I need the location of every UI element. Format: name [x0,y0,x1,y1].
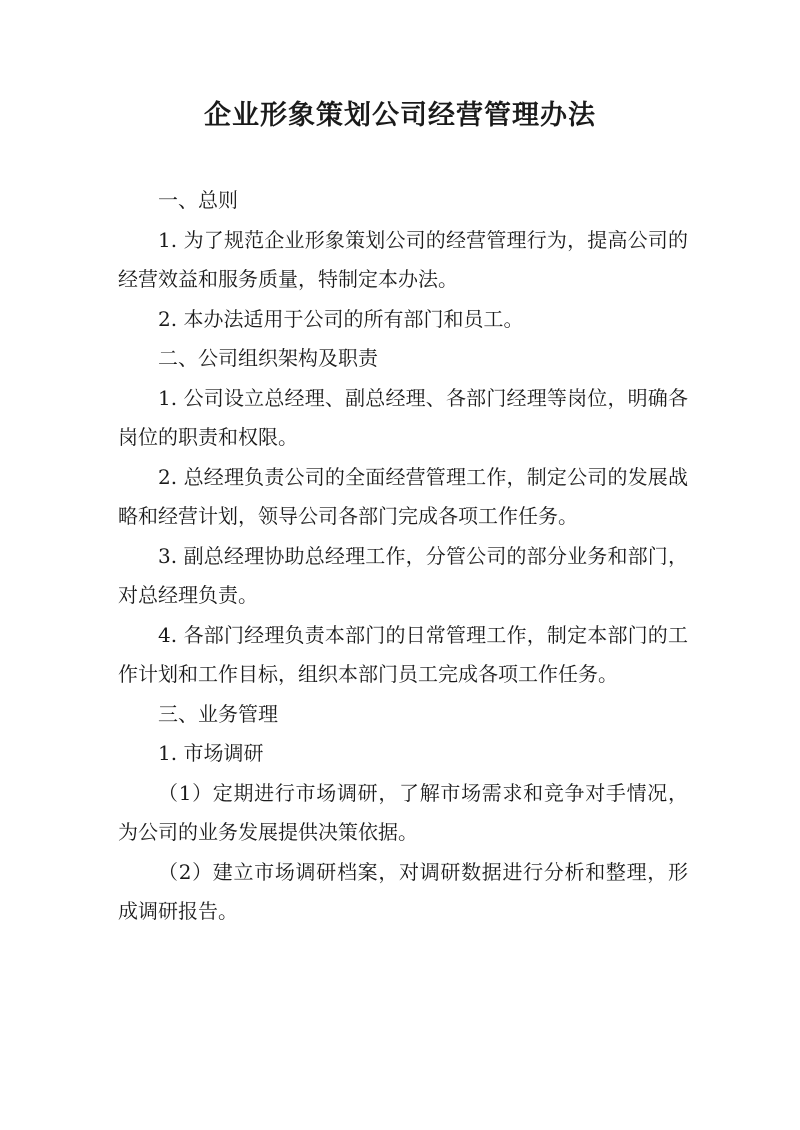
paragraph: 2. 总经理负责公司的全面经营管理工作，制定公司的发展战略和经营计划，领导公司各部门完成各项工作任务。 [118,464,688,528]
document-body [118,181,688,932]
paragraph: 1. 公司设立总经理、副总经理、各部门经理等岗位，明确各岗位的职责和权限。 [118,385,688,449]
paragraph: （1）定期进行市场调研，了解市场需求和竞争对手情况，为公司的业务发展提供决策依据。 [118,780,688,844]
paragraph: 4. 各部门经理负责本部门的日常管理工作，制定本部门的工作计划和工作目标，组织本部门员工完成各项工作任务。 [118,622,688,686]
section-heading-organization: 二、公司组织架构及职责 [158,346,378,370]
document-title: 企业形象策划公司经营管理办法 [204,100,596,131]
paragraph: 2. 本办法适用于公司的所有部门和员工。 [158,306,524,331]
paragraph: 1. 为了规范企业形象策划公司的经营管理行为，提高公司的经营效益和服务质量，特制定本办法。 [118,227,688,291]
paragraph: （2）建立市场调研档案，对调研数据进行分析和整理，形成调研报告。 [118,859,688,923]
paragraph: 3. 副总经理协助总经理工作，分管公司的部分业务和部门，对总经理负责。 [118,543,688,607]
section-heading-business: 三、业务管理 [158,701,278,726]
subsection-heading: 1. 市场调研 [158,741,264,765]
section-heading-general: 一、总则 [158,188,238,212]
